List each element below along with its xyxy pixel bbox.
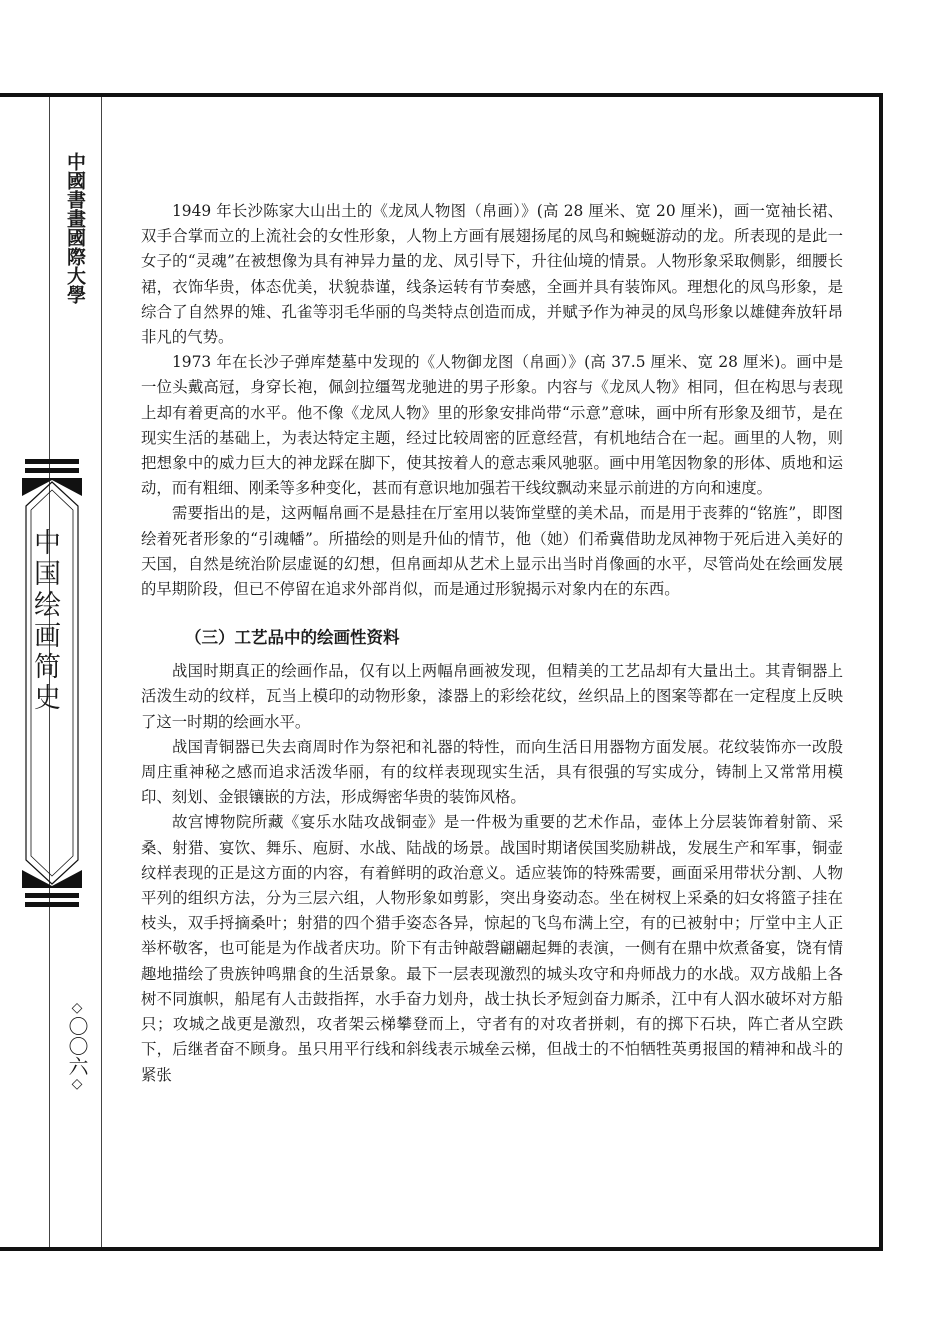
body-text — [141, 199, 843, 1088]
cartouche-bottom-bar — [25, 893, 79, 898]
page-number: 〇〇六 — [65, 1016, 89, 1076]
cartouche-top-bar — [25, 459, 79, 464]
page-frame-right-border — [879, 93, 883, 1251]
series-title: 中國書畫國際大學 — [64, 152, 86, 304]
page-folio — [64, 1000, 90, 1092]
cartouche-bottom-bar-2 — [25, 902, 79, 907]
paragraph: 1973 年在长沙子弹库楚墓中发现的《人物御龙图（帛画）》(高 37.5 厘米、宽 28 厘米)。画中是一位头戴高冠，身穿长袍，佩剑拉缰驾龙驰进的男子形象。内容与《龙凤人物》相同，但在构思与表现上却有着更高的水平。他不像《龙凤人物》里的形象安排尚带“示意”意味，画中所有形象及细节，是在现实生活的基础上，为表达特定主题，经过比较周密的匠意经营，有机地结合在一起。画里的人物，则把想象中的威力巨大的神龙踩在脚下，使其按着人的意志乘风驰驱。画中用笔因物象的形体、质地和运动，而有粗细、刚柔等多种变化，甚而有意识地加强若干线纹飘动来显示前进的方向和速度。 — [141, 353, 843, 498]
margin-rule-right — [101, 97, 102, 1247]
page-frame-bottom-border — [0, 1247, 883, 1251]
diamond-icon: ◇ — [69, 1000, 85, 1016]
paragraph: 需要指出的是，这两幅帛画不是悬挂在厅室用以装饰堂壁的美术品，而是用于丧葬的“铭旌”，即图绘着死者形象的“引魂幡”。所描绘的则是升仙的情节，他（她）们希冀借助龙凤神物于死后进入美好的天国，自然是统治阶层虚诞的幻想，但帛画却从艺术上显示出当时肖像画的水平，尽管尚处在绘画发展的早期阶段，但已不停留在追求外部肖似，而是通过形貌揭示对象内在的东西。 — [141, 504, 843, 599]
page-frame-top-border — [0, 93, 883, 97]
book-title: 中国绘画简史 — [29, 528, 60, 714]
section-heading: （三）工艺品中的绘画性资料 — [185, 628, 400, 648]
cartouche-top-bar-2 — [25, 468, 79, 473]
paragraph: 1949 年长沙陈家大山出土的《龙凤人物图（帛画）》(高 28 厘米、宽 20 厘米)，画一宽袖长裙、双手合掌而立的上流社会的女性形象，人物上方画有展翅扬尾的凤鸟和蜿蜒游动的龙。所表现的是此一女子的“灵魂”在被想像为具有神异力量的龙、凤引导下，升往仙境的情景。人物形象采取侧影，细腰长裙，衣饰华贵，体态优美，状貌恭谨，线条运转有节奏感，全画并具有装饰风。理想化的凤鸟形象，是综合了自然界的雉、孔雀等羽毛华丽的鸟类特点创造而成，并赋予作为神灵的凤鸟形象以雄健奔放轩昂非凡的气势。 — [141, 202, 843, 347]
diamond-icon: ◇ — [69, 1076, 85, 1092]
paragraph: 故宫博物院所藏《宴乐水陆攻战铜壶》是一件极为重要的艺术作品，壶体上分层装饰着射箭、采桑、射猎、宴饮、舞乐、庖厨、水战、陆战的场景。战国时期诸侯国奖励耕战，发展生产和军事，铜壶纹样表现的正是这方面的内容，有着鲜明的政治意义。适应装饰的特殊需要，画面采用带状分割、人物平列的组织方法，分为三层六组，人物形象如剪影，突出身姿动态。坐在树杈上采桑的妇女将篮子挂在枝头，双手捋摘桑叶；射猎的四个猎手姿态各异，惊起的飞鸟布满上空，有的已被射中；厅堂中主人正举杯敬客，也可能是为作战者庆功。阶下有击钟敲磬翩翩起舞的表演，一侧有在鼎中炊煮备宴，饶有情趣地描绘了贵族钟鸣鼎食的生活景象。最下一层表现激烈的城头攻守和舟师战力的水战。双方战船上各树不同旗帜，船尾有人击鼓指挥，水手奋力划舟，战士执长矛短剑奋力厮杀，江中有人泅水破坏对方船只；攻城之战更是激烈，攻者架云梯攀登而上，守者有的对攻者拼刺，有的掷下石块，阵亡者从空跌下，后继者奋不顾身。虽只用平行线和斜线表示城垒云梯，但战士的不怕牺牲英勇报国的精神和战斗的紧张 — [141, 813, 843, 1084]
paragraph: 战国青铜器已失去商周时作为祭祀和礼器的特性，而向生活日用器物方面发展。花纹装饰亦一改殷周庄重神秘之感而追求活泼华丽，有的纹样表现现实生活，具有很强的写实成分，铸制上又常常用模印、刻划、金银镶嵌的方法，形成缛密华贵的装饰风格。 — [141, 737, 843, 807]
paragraph: 战国时期真正的绘画作品，仅有以上两幅帛画被发现，但精美的工艺品却有大量出土。其青铜器上活泼生动的纹样，瓦当上模印的动物形象，漆器上的彩绘花纹，丝织品上的图案等都在一定程度上反映了这一时期的绘画水平。 — [141, 662, 843, 731]
